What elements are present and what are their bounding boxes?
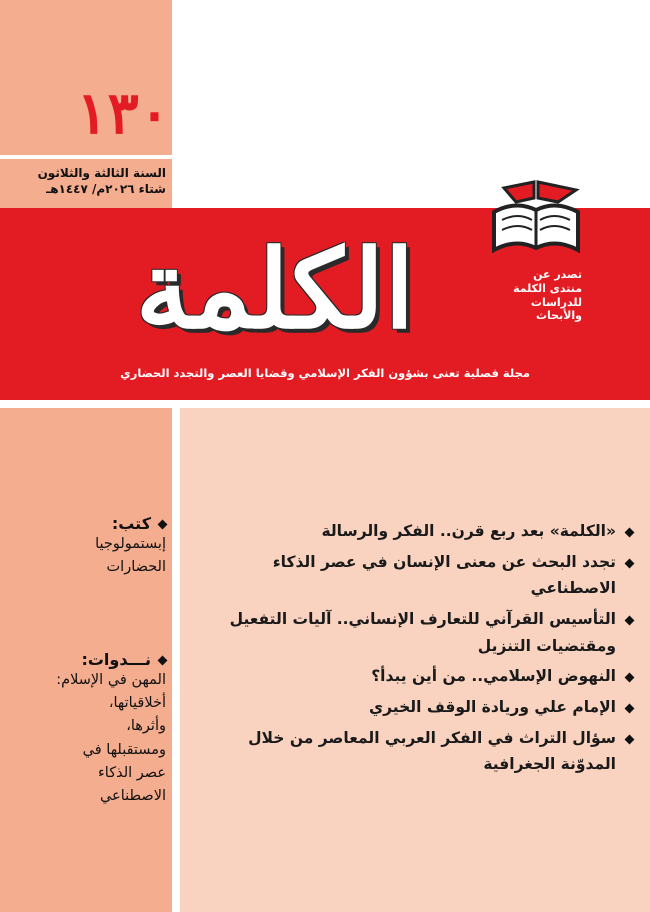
issue-number: ١٣٠ [76, 79, 170, 147]
article-item [196, 518, 636, 545]
article-title: سؤال التراث في الفكر العربي المعاصر من خلال المدوّنة الجغرافية [248, 728, 616, 774]
publisher-note-line: منتدى الكلمة [513, 281, 582, 295]
article-title: تجدد البحث عن معنى الإنسان في عصر الذكاء الاصطناعي [272, 552, 616, 598]
article-title: التأسيس القرآني للتعارف الإنساني.. آليات التفعيل ومقتضيات التنزيل [229, 609, 616, 655]
masthead-title: الكلمة [135, 227, 415, 353]
symposia-line: أخلاقياتها، [108, 695, 166, 712]
article-title: الإمام علي وريادة الوقف الخيري [368, 697, 616, 716]
top-white-area [172, 0, 650, 208]
article-item [196, 663, 636, 690]
article-item [196, 725, 636, 778]
article-item [196, 549, 636, 602]
symposia-lines [10, 669, 166, 808]
symposia-heading-text: نـــدوات: [81, 650, 151, 669]
publisher-note-line: والأبحاث [535, 309, 582, 323]
publisher-note-line: للدراسات [530, 295, 582, 309]
publisher-note [486, 268, 582, 323]
symposia-line: عصر الذكاء [97, 764, 166, 781]
panel-divider [172, 408, 180, 912]
symposia-line: ومستقبلها في [82, 741, 166, 758]
diamond-bullet-icon [158, 656, 168, 666]
books-heading-text: كتب: [111, 514, 151, 533]
issue-year-line: السنة الثالثة والثلاثون [37, 166, 166, 180]
issue-season-line: شتاء ٢٠٢٦م/ ١٤٤٧هـ [46, 182, 166, 196]
diamond-bullet-icon [625, 734, 635, 744]
symposia-line: وأثرها، [126, 718, 166, 735]
diamond-bullet-icon [625, 703, 635, 713]
masthead-subtitle: مجلة فصلية تعنى بشؤون الفكر الإسلامي وقضايا العصر والتجدد الحضاري [120, 366, 530, 380]
article-item [196, 694, 636, 721]
open-book-logo-icon [486, 180, 586, 260]
article-title: النهوض الإسلامي.. من أين يبدأ؟ [371, 667, 616, 686]
article-item [196, 606, 636, 659]
symposia-line: الاصطناعي [99, 787, 166, 804]
books-line: إبستمولوجيا [95, 536, 166, 552]
issue-divider [0, 155, 172, 159]
symposia-line: المهن في الإسلام: [56, 672, 166, 688]
symposia-section [10, 650, 166, 808]
books-heading [10, 514, 166, 533]
article-title: «الكلمة» بعد ربع قرن.. الفكر والرسالة [321, 522, 616, 540]
diamond-bullet-icon [158, 520, 168, 530]
books-section [10, 514, 166, 579]
symposia-heading [10, 650, 166, 669]
diamond-bullet-icon [625, 558, 635, 568]
books-lines [10, 533, 166, 579]
diamond-bullet-icon [625, 616, 635, 626]
articles-list [196, 518, 636, 782]
diamond-bullet-icon [625, 673, 635, 683]
diamond-bullet-icon [625, 528, 635, 538]
books-line: الحضارات [106, 559, 166, 576]
publisher-note-line: تصدر عن [533, 268, 582, 281]
